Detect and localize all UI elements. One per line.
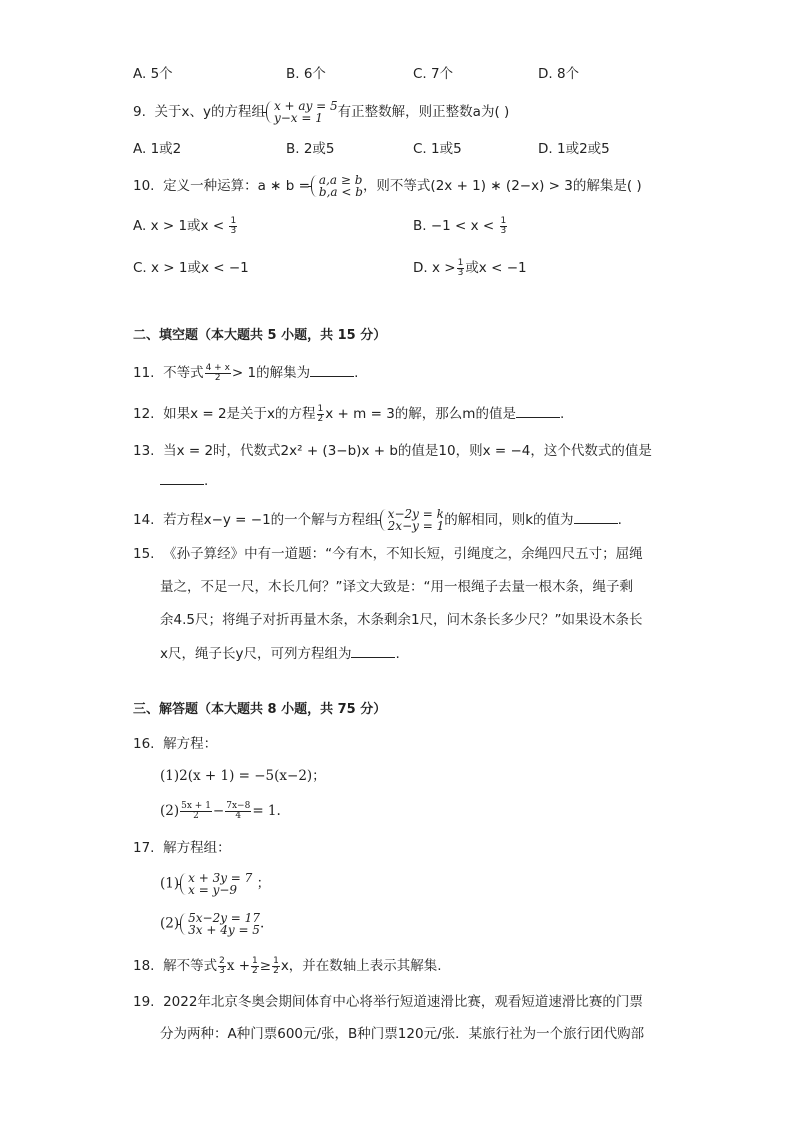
equation-line: x−2y = k	[387, 507, 444, 521]
option-text: A. x > 1或x <	[133, 218, 225, 234]
case-line: a,a ≥ b	[318, 173, 363, 187]
equation-system	[379, 508, 445, 532]
question-17	[133, 838, 231, 858]
question-text: .	[559, 406, 565, 422]
equation-line: y−x = 1	[273, 111, 323, 125]
question-text: x尺，绳子长y尺，可列方程组为	[160, 646, 352, 662]
answer-blank	[351, 643, 395, 658]
question-15	[133, 544, 643, 564]
q8-option-a: A. 5个	[133, 66, 173, 82]
question-text: 关于x、y的方程组	[154, 104, 265, 120]
q9-option-d: D. 1或2或5	[538, 141, 610, 157]
question-text: .	[354, 365, 359, 381]
fraction: $\frac{5x + 1}{2}$	[181, 801, 211, 821]
operator: −	[212, 803, 225, 819]
question-15-line-2: 量之，不足一尺，木长几何？”译文大致是：“用一根绳子去量一根木条，绳子剩	[160, 579, 633, 595]
section-heading-solve: 三、解答题（本大题共 8 小题，共 75 分）	[133, 702, 387, 717]
question-text: 有正整数解，则正整数a为( )	[337, 104, 510, 120]
part-label: (1)	[160, 875, 180, 892]
question-text: .	[395, 646, 400, 662]
question-text: 2022年北京冬奥会期间体育中心将举行短道速滑比赛，观看短道速滑比赛的门票	[163, 994, 643, 1010]
question-number: 10.	[133, 178, 155, 194]
part-label: (2)	[160, 803, 180, 819]
question-13-continuation	[160, 470, 208, 491]
equation-line: x + ay = 5	[273, 99, 338, 113]
question-text: 若方程x−y = −1的一个解与方程组	[163, 512, 379, 528]
question-15-line-3: 余4.5尺；将绳子对折再量木条，木条剩余1尺，问木条长多少尺？”如果设木条长	[160, 612, 643, 628]
equation-system	[179, 912, 260, 936]
question-text: .	[617, 512, 622, 528]
section-heading-fill-in: 二、填空题（本大题共 5 小题，共 15 分）	[133, 328, 387, 343]
q10-option-c: C. x > 1或x < −1	[133, 260, 249, 276]
fraction: $\frac{1}{2}$	[252, 955, 258, 976]
part-label: (2)	[160, 915, 180, 932]
equation-system	[179, 872, 252, 896]
fraction: $\frac{1}{2}$	[317, 403, 324, 424]
answer-blank	[574, 509, 618, 524]
piecewise-definition	[310, 174, 363, 198]
question-number: 15.	[133, 546, 155, 562]
equation-line: 5x−2y = 17	[188, 911, 260, 925]
fraction: $\frac{2}{3}$	[219, 955, 225, 976]
fraction: $\frac{1}{2}$	[273, 955, 279, 976]
q10-option-a	[133, 216, 238, 236]
question-13	[133, 441, 652, 461]
question-text: 如果x = 2是关于x的方程	[163, 406, 316, 422]
question-17-part-2	[160, 912, 264, 936]
q10-option-b	[413, 216, 508, 236]
question-text: 的解相同，则k的值为	[444, 512, 574, 528]
q9-option-a: A. 1或2	[133, 141, 182, 157]
q9-option-b: B. 2或5	[286, 141, 335, 157]
question-number: 14.	[133, 512, 155, 528]
case-line: b,a < b	[318, 185, 363, 199]
q8-option-c: C. 7个	[413, 66, 454, 82]
question-11	[133, 362, 358, 383]
option-text: D. x >	[413, 260, 456, 276]
question-19	[133, 992, 643, 1012]
q8-option-b: B. 6个	[286, 66, 326, 82]
question-text: 定义一种运算：a ∗ b =	[163, 178, 310, 194]
question-10	[133, 174, 642, 198]
equation-line: 3x + 4y = 5	[188, 923, 260, 937]
punctuation: .	[259, 915, 265, 932]
question-15-line-4	[160, 643, 400, 664]
fraction: $\frac{1}{3}$	[230, 215, 237, 236]
question-number: 9.	[133, 104, 146, 120]
question-17-part-1	[160, 872, 270, 896]
question-number: 18.	[133, 958, 155, 974]
question-text: 不等式	[163, 365, 204, 381]
question-12	[133, 403, 564, 424]
answer-blank	[160, 470, 204, 485]
fraction: $\frac{7x-8}{4}$	[226, 801, 251, 821]
answer-blank	[310, 362, 354, 377]
question-16-part-1: (1)2(x + 1) = −5(x−2)；	[160, 768, 326, 784]
question-text: 当x = 2时，代数式2x² + (3−b)x + b的值是10，则x = −4，这个代数式的值是	[163, 443, 652, 459]
equation-text: x +	[226, 958, 251, 974]
question-text: 解不等式	[163, 958, 218, 974]
question-text: x，并在数轴上表示其解集.	[280, 958, 442, 974]
operator: ≥	[259, 958, 272, 974]
question-16	[133, 734, 217, 754]
fraction: $\frac{1}{3}$	[500, 215, 507, 236]
equation-line: x = y−9	[188, 883, 238, 897]
option-text: B. −1 < x <	[413, 218, 495, 234]
equation-line: x + 3y = 7	[188, 871, 253, 885]
q9-option-c: C. 1或5	[413, 141, 462, 157]
question-text: 解方程：	[163, 736, 218, 752]
punctuation: ；	[256, 875, 271, 892]
question-text: 解方程组：	[163, 840, 231, 856]
question-text: 《孙子算经》中有一道题：“今有木，不知长短，引绳度之，余绳四尺五寸；屈绳	[163, 546, 643, 562]
question-number: 12.	[133, 406, 155, 422]
question-text: ，则不等式(2x + 1) ∗ (2−x) > 3的解集是( )	[362, 178, 642, 194]
question-number: 13.	[133, 443, 155, 459]
q8-option-d: D. 8个	[538, 66, 580, 82]
equation-system	[265, 100, 338, 124]
question-text: > 1的解集为	[231, 365, 311, 381]
question-number: 16.	[133, 736, 155, 752]
question-text: .	[204, 473, 209, 489]
question-text: x + m = 3的解，那么m的值是	[325, 406, 516, 422]
question-number: 17.	[133, 840, 155, 856]
equation-text: = 1.	[252, 803, 281, 819]
question-18	[133, 956, 442, 976]
question-number: 19.	[133, 994, 155, 1010]
question-14	[133, 508, 622, 532]
question-16-part-2	[160, 801, 281, 821]
question-number: 11.	[133, 365, 155, 381]
option-text: 或x < −1	[465, 260, 527, 276]
fraction: $\frac{4 + x}{2}$	[205, 362, 230, 383]
q10-option-d	[413, 258, 527, 278]
answer-blank	[516, 403, 560, 418]
fraction: $\frac{1}{3}$	[457, 257, 464, 278]
equation-line: 2x−y = 1	[387, 519, 445, 533]
question-19-line-2: 分为两种：A种门票600元/张，B种门票120元/张．某旅行社为一个旅行团代购部	[160, 1026, 645, 1042]
question-9	[133, 100, 509, 124]
